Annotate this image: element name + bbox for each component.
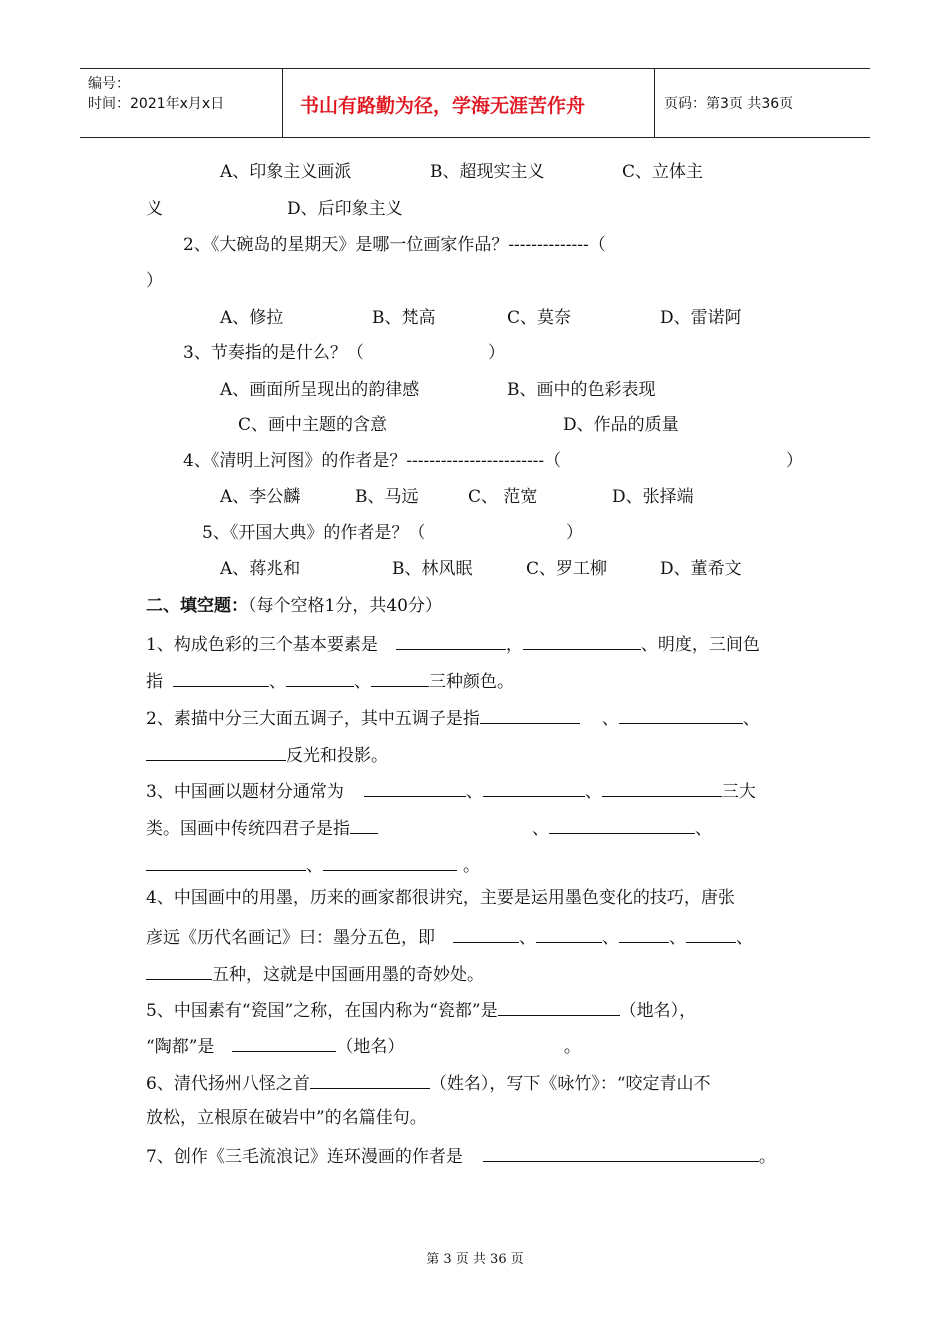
q3-close: ） — [488, 343, 505, 363]
q3-option-d: D、作品的质量 — [563, 415, 679, 435]
q1-option-c-cont: 义 — [146, 199, 163, 219]
separator: 、 — [584, 782, 602, 802]
separator: 、 — [306, 856, 323, 876]
header-middle-cell — [282, 69, 655, 137]
q4-option-d: D、张择端 — [612, 487, 694, 507]
fill-3-text: 3、中国画以题材分通常为 — [146, 782, 344, 802]
fill-blank[interactable] — [480, 706, 580, 724]
q5-option-d: D、董希文 — [660, 559, 742, 579]
section-note: （每个空格1分，共40分） — [248, 596, 442, 616]
q4-stem: 4、《清明上河图》的作者是？------------------------（ — [183, 451, 562, 471]
q5-close: ） — [566, 523, 583, 543]
separator: 、 — [532, 819, 549, 839]
fill-3-text-2: 三大 — [721, 782, 756, 802]
page-header — [80, 68, 870, 138]
number-label: 编号： — [88, 76, 130, 92]
fill-blank[interactable] — [146, 962, 212, 980]
fill-blank[interactable] — [549, 816, 695, 834]
fill-4-text: 彦远《历代名画记》曰：墨分五色，即 — [146, 928, 435, 948]
fill-3-line-2 — [146, 816, 712, 839]
q3-option-c: C、画中主题的含意 — [238, 415, 388, 435]
fill-2-text-2: 反光和投影。 — [286, 746, 388, 766]
fill-4-line-1: 4、中国画中的用墨，历来的画家都很讲究，主要是运用墨色变化的技巧，唐张 — [146, 888, 735, 908]
q2-option-c: C、莫奈 — [507, 308, 572, 328]
fill-blank[interactable] — [232, 1034, 336, 1052]
time-label: 时间：2021年x月x日 — [88, 96, 225, 112]
separator: 、 — [736, 928, 753, 948]
fill-5-text-4: （地名） — [336, 1037, 396, 1057]
fill-blank[interactable] — [619, 925, 669, 943]
fill-6-text-2: （姓名），写下《咏竹》：“咬定青山不 — [429, 1074, 711, 1094]
fill-blank[interactable] — [686, 925, 736, 943]
fill-4-text-2: 五种，这就是中国画用墨的奇妙处。 — [212, 965, 484, 985]
section-title — [146, 596, 442, 616]
q4-option-a: A、李公麟 — [220, 487, 301, 507]
fill-1-text: 1、构成色彩的三个基本要素是 — [146, 635, 378, 655]
fill-blank[interactable] — [619, 706, 743, 724]
period: 。 — [463, 856, 480, 876]
fill-blank[interactable] — [323, 853, 457, 871]
fill-blank[interactable] — [523, 632, 641, 650]
fill-6-text: 6、清代扬州八怪之首 — [146, 1074, 310, 1094]
fill-1-text-3: 指 — [146, 672, 163, 692]
fill-1-line-2 — [146, 669, 514, 692]
fill-7-line-1 — [146, 1144, 776, 1167]
fill-6-line-1 — [146, 1071, 711, 1094]
fill-blank[interactable] — [483, 1144, 759, 1162]
separator: 、 — [695, 819, 712, 839]
q1-option-d: D、后印象主义 — [287, 199, 403, 219]
period: 。 — [563, 1037, 581, 1057]
fill-blank[interactable] — [286, 669, 354, 687]
fill-3-text-3: 类。国画中传统四君子是指 — [146, 819, 350, 839]
header-right-cell — [654, 69, 870, 137]
fill-2-line-1 — [146, 706, 760, 729]
fill-5-text-2: （地名）， — [619, 1001, 697, 1021]
fill-3-line-1 — [146, 779, 756, 802]
fill-2-line-2 — [146, 743, 388, 766]
fill-blank[interactable] — [453, 925, 519, 943]
fill-4-line-2 — [146, 925, 753, 948]
q4-close: ） — [786, 451, 803, 471]
q1-option-b: B、超现实主义 — [430, 162, 545, 182]
q3-option-b: B、画中的色彩表现 — [507, 380, 656, 400]
separator: 、 — [465, 782, 483, 802]
q2-stem: 2、《大碗岛的星期天》是哪一位画家作品？--------------（ — [183, 235, 606, 255]
fill-3-line-3 — [146, 853, 480, 876]
fill-5-line-2 — [146, 1034, 581, 1057]
fill-5-line-1 — [146, 998, 696, 1021]
q2-option-a: A、修拉 — [220, 308, 284, 328]
separator: 、 — [601, 709, 619, 729]
fill-blank[interactable] — [146, 853, 306, 871]
fill-blank[interactable] — [602, 779, 722, 797]
motto: 书山有路勤为径，学海无涯苦作舟 — [300, 95, 586, 117]
fill-blank[interactable] — [483, 779, 585, 797]
fill-5-text: 5、中国素有“瓷国”之称，在国内称为“瓷都”是 — [146, 1001, 498, 1021]
fill-6-line-2: 放松，立根原在破岩中”的名篇佳句。 — [146, 1108, 427, 1128]
separator: 、 — [354, 672, 371, 692]
q1-option-c: C、立体主 — [622, 162, 704, 182]
separator: 、 — [742, 709, 760, 729]
fill-blank[interactable] — [310, 1071, 430, 1089]
separator: 、 — [669, 928, 686, 948]
fill-1-text-2: 、明度，三间色 — [640, 635, 760, 655]
fill-1-line-1 — [146, 632, 760, 655]
fill-blank[interactable] — [396, 632, 506, 650]
q5-option-b: B、林风眠 — [392, 559, 473, 579]
q2-close: ） — [146, 271, 163, 291]
fill-1-text-4: 三种颜色。 — [429, 672, 514, 692]
fill-blank[interactable] — [498, 998, 620, 1016]
separator: 、 — [519, 928, 536, 948]
fill-blank[interactable] — [364, 779, 466, 797]
fill-blank[interactable] — [173, 669, 269, 687]
fill-4-line-3 — [146, 962, 484, 985]
page-label: 页码：第3页 共36页 — [664, 96, 794, 112]
separator: 、 — [602, 928, 619, 948]
fill-7-text: 7、创作《三毛流浪记》连环漫画的作者是 — [146, 1147, 463, 1167]
section-heading: 二、填空题： — [146, 596, 248, 616]
separator: 、 — [269, 672, 286, 692]
fill-1-sep: ， — [505, 635, 523, 655]
q2-option-b: B、梵高 — [372, 308, 436, 328]
q5-stem: 5、《开国大典》的作者是？（ — [202, 523, 426, 543]
period: 。 — [758, 1147, 776, 1167]
q4-option-b: B、马远 — [355, 487, 419, 507]
q5-option-a: A、蒋兆和 — [220, 559, 301, 579]
page-footer: 第 3 页 共 36 页 — [426, 1252, 524, 1267]
q2-option-d: D、雷诺阿 — [660, 308, 742, 328]
q1-option-a: A、印象主义画派 — [220, 162, 352, 182]
q5-option-c: C、罗工柳 — [526, 559, 608, 579]
fill-blank[interactable] — [350, 816, 378, 834]
fill-5-text-3: “陶都”是 — [146, 1037, 215, 1057]
header-left-cell — [80, 69, 283, 137]
fill-blank[interactable] — [146, 743, 286, 761]
q4-option-c: C、 范宽 — [468, 487, 538, 507]
fill-2-text: 2、素描中分三大面五调子，其中五调子是指 — [146, 709, 480, 729]
q3-option-a: A、画面所呈现出的韵律感 — [220, 380, 420, 400]
fill-blank[interactable] — [371, 669, 429, 687]
fill-blank[interactable] — [536, 925, 602, 943]
q3-stem: 3、节奏指的是什么？（ — [183, 343, 364, 363]
